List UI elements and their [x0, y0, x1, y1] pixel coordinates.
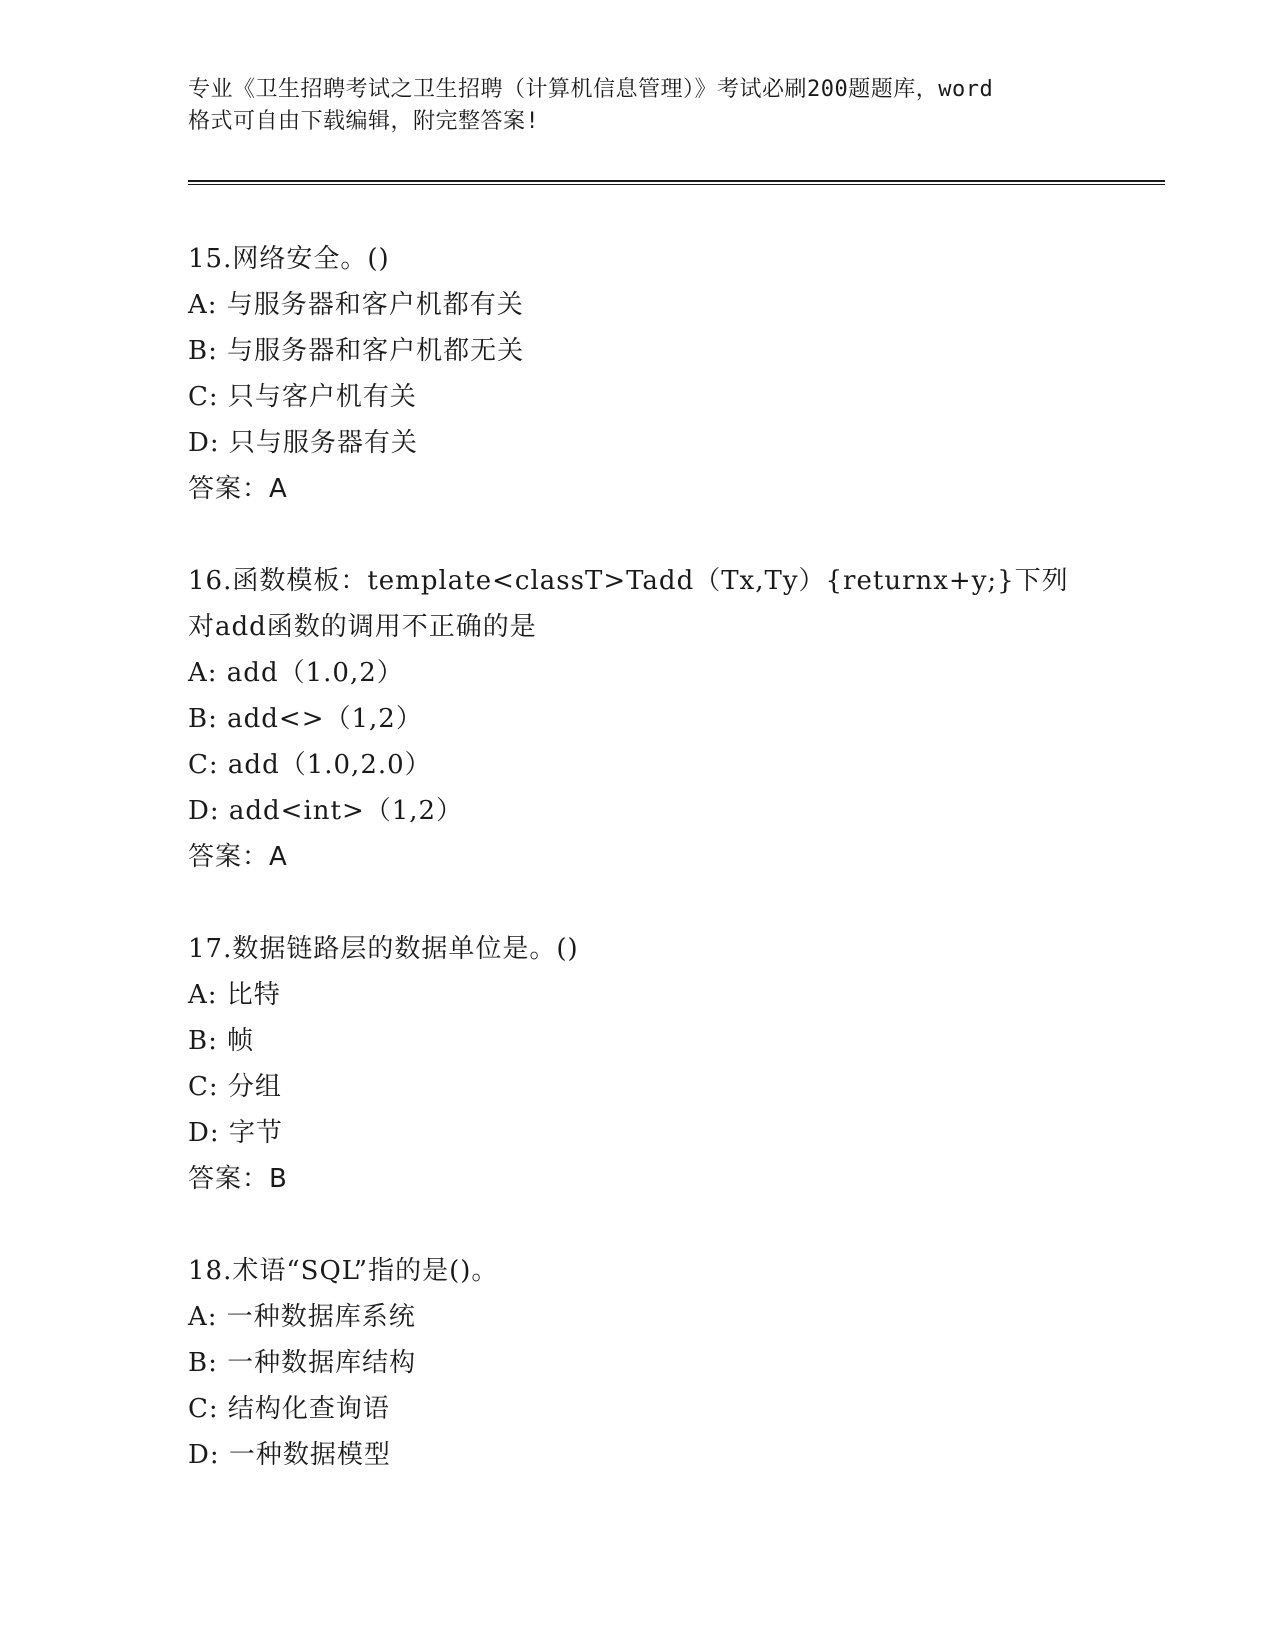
- question-stem: 17.数据链路层的数据单位是。(): [188, 934, 579, 964]
- answer-line: 答案：B: [188, 1164, 288, 1194]
- header-rule-thin: [188, 184, 1165, 185]
- header-line-2: 格式可自由下载编辑，附完整答案!: [188, 109, 540, 134]
- option-a: A: 与服务器和客户机都有关: [188, 290, 524, 320]
- option-d: D: 字节: [188, 1118, 283, 1148]
- header-rule-thick: [188, 180, 1165, 182]
- question-15: [188, 236, 1108, 512]
- option-c: C: 分组: [188, 1072, 282, 1102]
- header-line-1: 专业《卫生招聘考试之卫生招聘（计算机信息管理）》考试必刷200题题库，word: [188, 77, 994, 102]
- option-a: A: 一种数据库系统: [188, 1302, 416, 1332]
- question-16: [188, 558, 1108, 880]
- option-b: B: 一种数据库结构: [188, 1348, 417, 1378]
- question-list: [188, 236, 1108, 1524]
- option-d: D: 只与服务器有关: [188, 428, 418, 458]
- option-c: C: add（1.0,2.0）: [188, 750, 432, 780]
- question-stem: 18.术语“SQL”指的是()。: [188, 1256, 499, 1286]
- option-d: D: add<int>（1,2）: [188, 796, 464, 826]
- question-stem-continued: 对add函数的调用不正确的是: [188, 612, 537, 642]
- option-d: D: 一种数据模型: [188, 1440, 391, 1470]
- option-a: A: add（1.0,2）: [188, 658, 404, 688]
- option-c: C: 只与客户机有关: [188, 382, 417, 412]
- question-stem: 15.网络安全。(): [188, 244, 390, 274]
- question-18: [188, 1248, 1108, 1478]
- option-b: B: add<>（1,2）: [188, 704, 423, 734]
- answer-line: 答案：A: [188, 474, 288, 504]
- option-b: B: 与服务器和客户机都无关: [188, 336, 525, 366]
- document-header: [188, 74, 1108, 138]
- option-b: B: 帧: [188, 1026, 255, 1056]
- answer-line: 答案：A: [188, 842, 288, 872]
- question-stem: 16.函数模板：template<classT>Tadd（Tx,Ty）{returnx+y;}下列: [188, 566, 1069, 596]
- option-a: A: 比特: [188, 980, 281, 1010]
- question-17: [188, 926, 1108, 1202]
- option-c: C: 结构化查询语: [188, 1394, 390, 1424]
